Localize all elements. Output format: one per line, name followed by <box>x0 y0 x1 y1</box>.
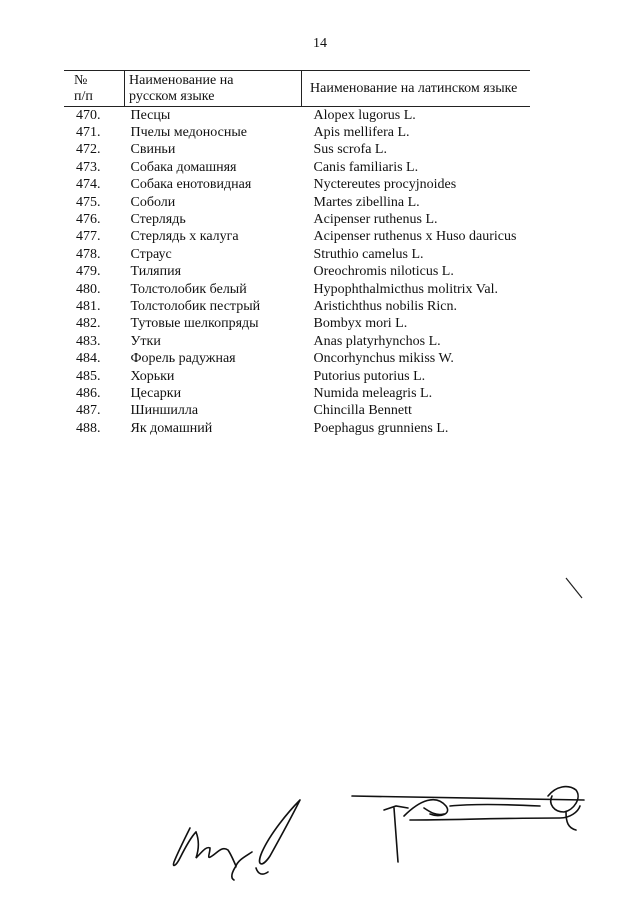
row-number: 487. <box>76 403 101 419</box>
row-name-latin: Putorius putorius L. <box>313 368 426 384</box>
row-name-latin: Anas platyrhynchos L. <box>313 333 441 349</box>
row-number: 472. <box>76 142 101 158</box>
row-number: 482. <box>76 316 101 332</box>
row-number: 479. <box>76 264 101 280</box>
signature-left <box>173 800 300 880</box>
row-name-latin: Bombyx mori L. <box>313 316 408 332</box>
row-name-latin: Acipenser ruthenus L. <box>313 212 438 228</box>
row-name-latin: Oreochromis niloticus L. <box>313 264 454 280</box>
row-name-russian: Форель радужная <box>130 351 236 367</box>
row-number: 481. <box>76 298 101 314</box>
row-name-russian: Собака енотовидная <box>130 177 252 193</box>
row-number: 476. <box>76 212 101 228</box>
margin-tick-mark <box>566 578 582 598</box>
row-name-russian: Пчелы медоносные <box>130 125 247 141</box>
row-name-russian: Цесарки <box>130 385 182 401</box>
row-number: 471. <box>76 125 101 141</box>
row-number: 470. <box>76 107 101 123</box>
row-number: 484. <box>76 351 101 367</box>
row-name-latin: Poephagus grunniens L. <box>313 420 449 436</box>
row-name-latin: Acipenser ruthenus x Huso dauricus <box>313 229 517 245</box>
header-name-russian-line1: Наименование на <box>129 73 234 88</box>
row-name-latin: Apis mellifera L. <box>313 125 410 141</box>
row-name-russian: Хорьки <box>130 368 175 384</box>
row-name-russian: Собака домашняя <box>130 159 237 175</box>
header-number-line1: № <box>74 73 88 88</box>
row-name-russian: Страус <box>130 246 172 262</box>
row-name-latin: Sus scrofa L. <box>313 142 387 158</box>
header-name-latin: Наименование на латинском языке <box>302 71 531 107</box>
row-name-russian: Шиншилла <box>130 403 199 419</box>
row-name-latin: Oncorhynchus mikiss W. <box>313 351 454 367</box>
row-name-russian: Толстолобик пестрый <box>130 298 261 314</box>
row-name-latin: Martes zibellina L. <box>313 194 420 210</box>
row-name-russian: Тиляпия <box>130 264 182 280</box>
row-number: 474. <box>76 177 101 193</box>
row-name-russian: Песцы <box>130 107 171 123</box>
row-name-russian: Тутовые шелкопряды <box>130 316 259 332</box>
row-number: 488. <box>76 420 101 436</box>
row-number: 477. <box>76 229 101 245</box>
signature-right <box>352 787 584 862</box>
header-name-russian-line2: русском языке <box>129 89 215 104</box>
row-number: 486. <box>76 385 101 401</box>
row-name-russian: Стерлядь <box>130 212 186 228</box>
row-number: 473. <box>76 159 101 175</box>
row-number: 475. <box>76 194 101 210</box>
header-number-line2: п/п <box>74 89 93 104</box>
row-name-russian: Свиньи <box>130 142 176 158</box>
row-name-latin: Numida meleagris L. <box>313 385 433 401</box>
row-number: 480. <box>76 281 101 297</box>
row-name-latin: Hypophthalmicthus molitrix Val. <box>313 281 498 297</box>
page-number: 14 <box>313 36 327 51</box>
row-name-latin: Nyctereutes procyjnoides <box>313 177 457 193</box>
row-name-russian: Стерлядь х калуга <box>130 229 239 245</box>
row-name-russian: Толстолобик белый <box>130 281 247 297</box>
row-number: 478. <box>76 246 101 262</box>
row-name-russian: Як домашний <box>130 420 213 436</box>
row-number: 485. <box>76 368 101 384</box>
row-name-russian: Утки <box>130 333 161 349</box>
row-name-russian: Соболи <box>130 194 176 210</box>
row-name-latin: Alopex lugorus L. <box>313 107 416 123</box>
row-name-latin: Aristichthus nobilis Ricn. <box>313 298 457 314</box>
row-number: 483. <box>76 333 101 349</box>
row-name-latin: Struthio camelus L. <box>313 246 424 262</box>
row-name-latin: Chincilla Bennett <box>313 403 412 419</box>
row-name-latin: Canis familiaris L. <box>313 159 419 175</box>
